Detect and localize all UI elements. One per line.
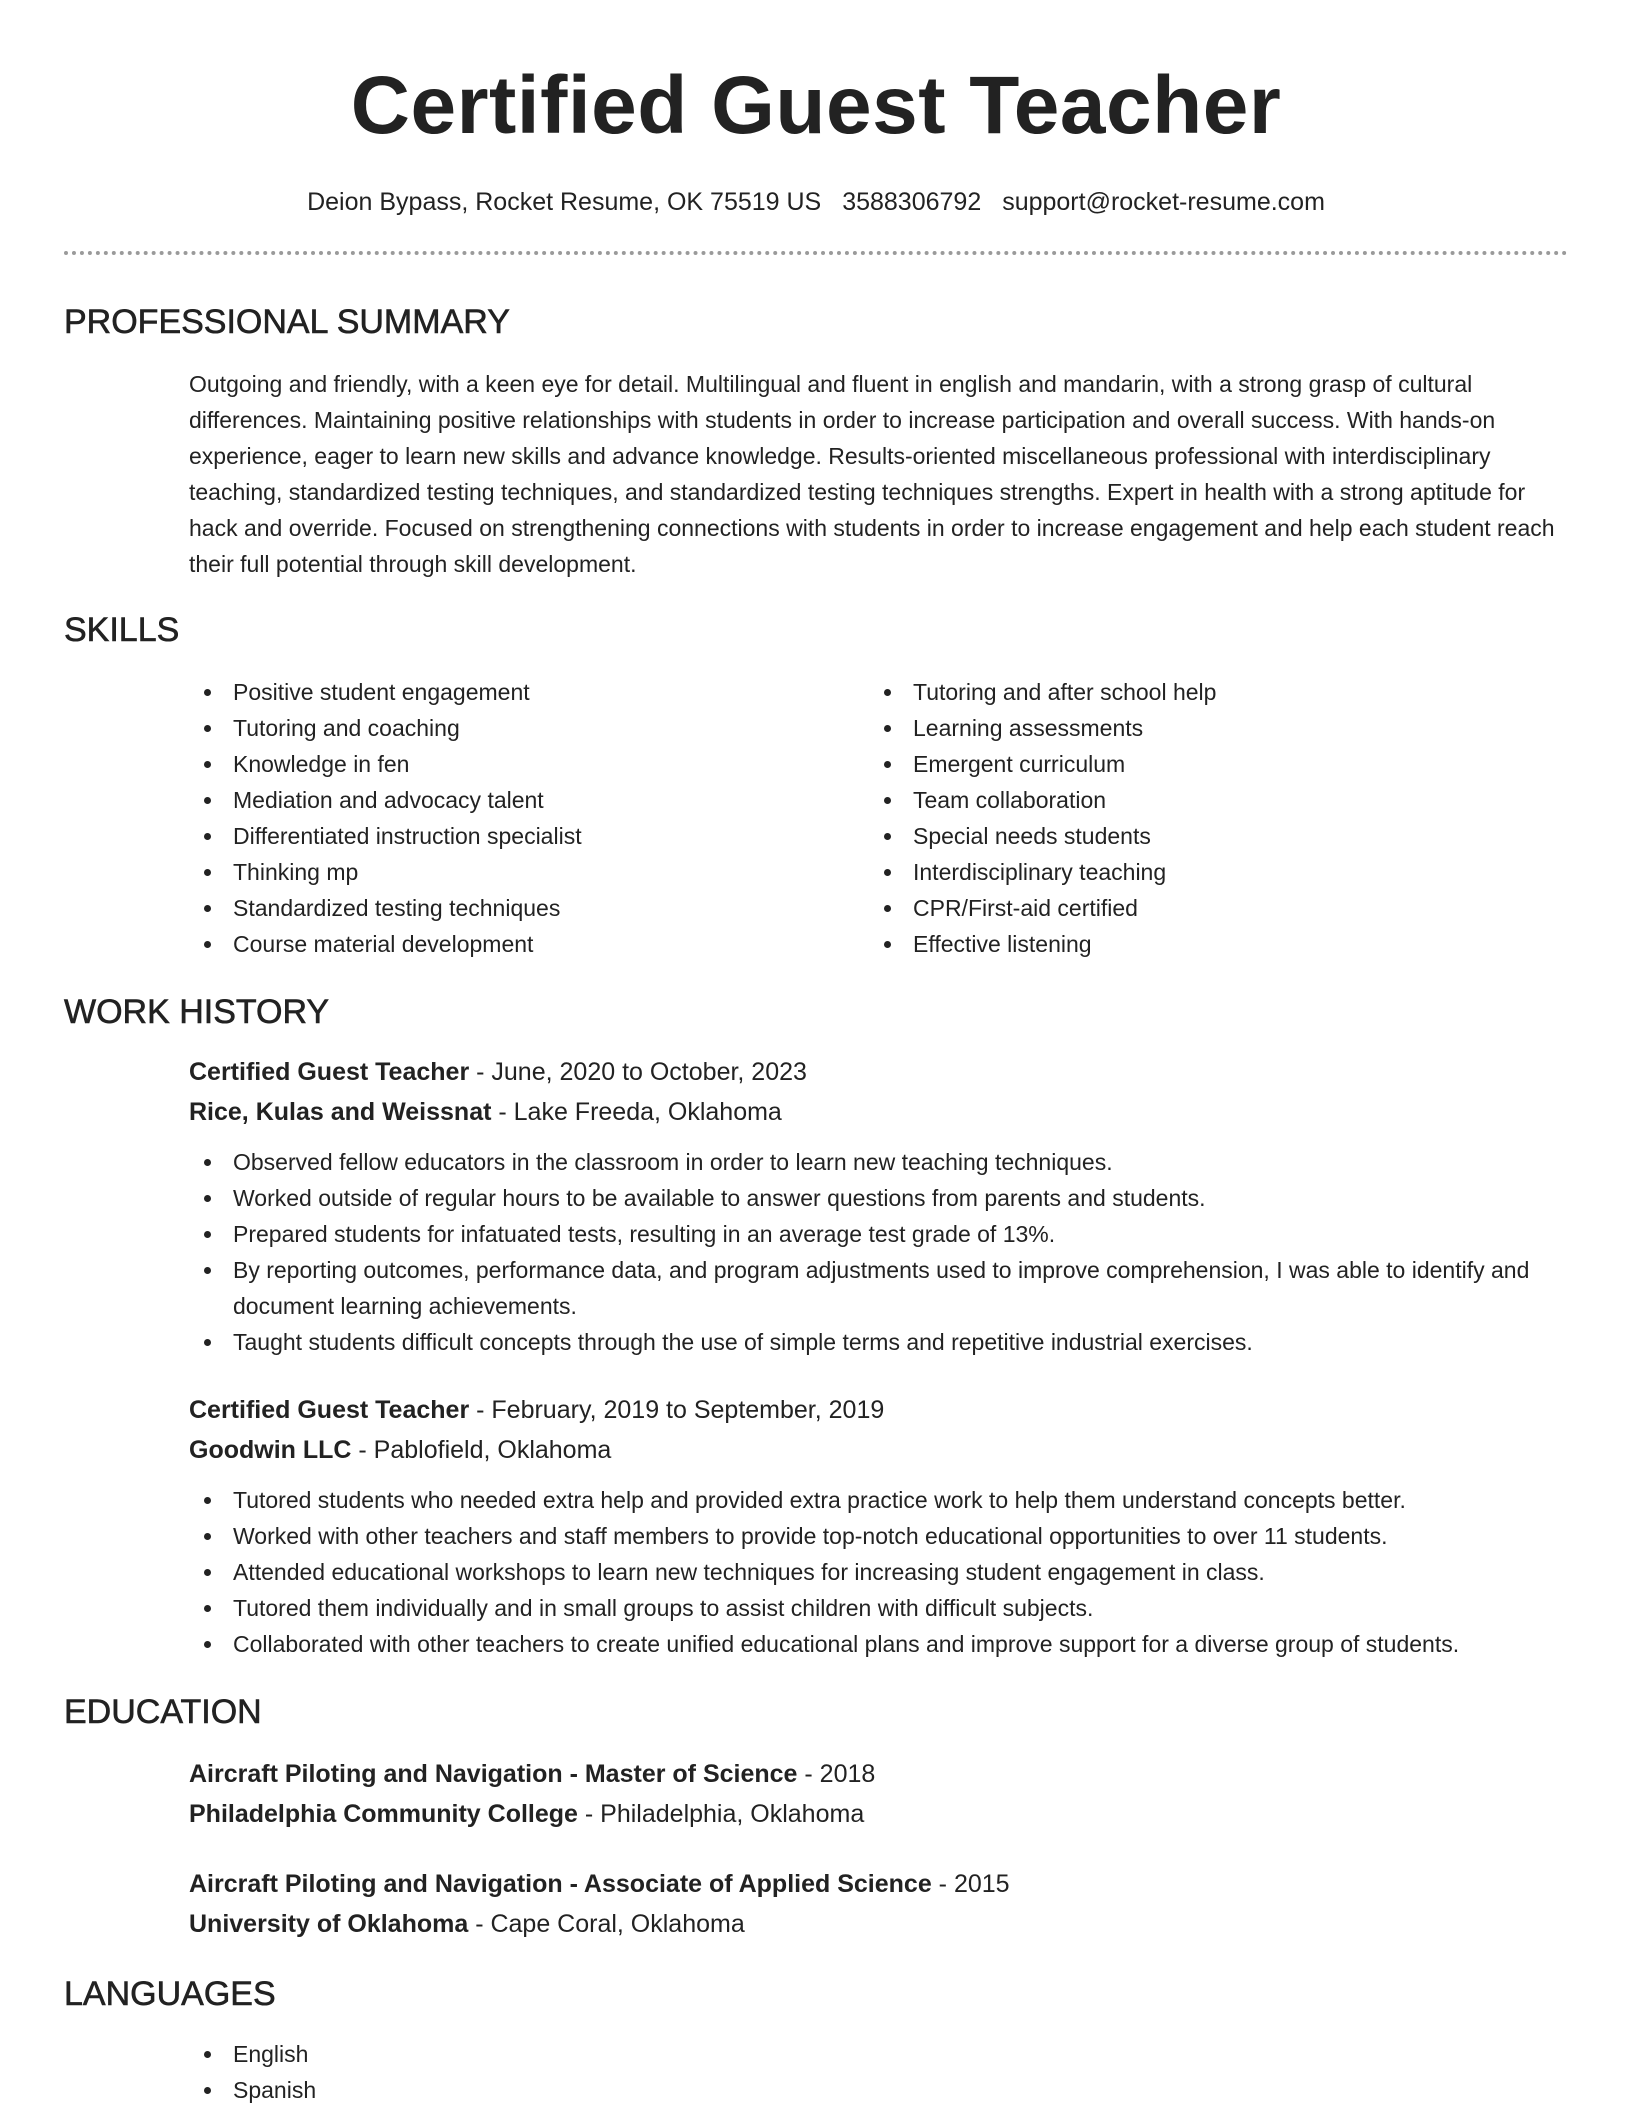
skill-item: Positive student engagement [189,674,869,710]
section-title-education: EDUCATION [64,1693,262,1731]
job-entry [189,1052,1568,1360]
skill-item: CPR/First-aid certified [869,890,1216,926]
job-bullets [189,1144,1568,1360]
job-bullet: Tutored students who needed extra help and provided extra practice work to help them understand concepts better. [189,1482,1568,1518]
education-degree-line [189,1754,1568,1794]
job-location: - Lake Freeda, Oklahoma [491,1098,782,1126]
skill-item: Mediation and advocacy talent [189,782,869,818]
education-school: University of Oklahoma [189,1910,469,1938]
skill-item: Learning assessments [869,710,1216,746]
summary-text: Outgoing and friendly, with a keen eye for detail. Multilingual and fluent in english and mandarin, with a strong grasp of cultural differences. Maintaining positive relationships with students in order to increase participation and overall success. With hands-on experience, eager to learn new skills and advance knowledge. Results-oriented miscellaneous professional with interdisciplinary teaching, standardized testing techniques, and standardized testing techniques strengths. Expert in health with a strong aptitude for hack and override. Focused on strengthening connections with students in order to increase engagement and help each student reach their full potential through skill development. [189,371,1555,577]
job-bullet: Taught students difficult concepts through the use of simple terms and repetitive industrial exercises. [189,1324,1568,1360]
skill-item: Differentiated instruction specialist [189,818,869,854]
job-bullet: Worked with other teachers and staff members to provide top-notch educational opportunities to over 11 students. [189,1518,1568,1554]
job-entry [189,1390,1568,1662]
job-bullets [189,1482,1568,1662]
job-bullet: Prepared students for infatuated tests, resulting in an average test grade of 13%. [189,1216,1568,1252]
job-company-line [189,1092,1568,1132]
job-dates: - February, 2019 to September, 2019 [469,1396,885,1424]
contact-email: support@rocket-resume.com [1002,188,1325,216]
section-title-skills: SKILLS [64,611,180,649]
education-location: - Cape Coral, Oklahoma [468,1910,745,1938]
job-bullet: Worked outside of regular hours to be available to answer questions from parents and students. [189,1180,1568,1216]
job-company: Rice, Kulas and Weissnat [189,1098,492,1126]
languages-list [189,2036,1568,2108]
skill-item: Effective listening [869,926,1216,962]
education-entry [189,1864,1568,1944]
contact-line [64,186,1568,218]
skill-item: Standardized testing techniques [189,890,869,926]
job-location: - Pablofield, Oklahoma [351,1436,612,1464]
job-role: Certified Guest Teacher [189,1058,470,1086]
skill-item: Knowledge in fen [189,746,869,782]
contact-address: Deion Bypass, Rocket Resume, OK 75519 US [307,188,822,216]
education-year: - 2018 [797,1760,876,1788]
contact-phone: 3588306792 [842,188,982,216]
language-item: Spanish [189,2072,1568,2108]
skill-item: Thinking mp [189,854,869,890]
education-entry [189,1754,1568,1834]
skills-column-left [189,674,869,962]
skills-column-right [869,674,1216,962]
job-bullet: Collaborated with other teachers to create unified educational plans and improve support for a diverse group of students. [189,1626,1568,1662]
education-year: - 2015 [931,1870,1010,1898]
resume-name: Certified Guest Teacher [350,60,1282,151]
job-bullet: Observed fellow educators in the classroom in order to learn new teaching techniques. [189,1144,1568,1180]
skill-item: Emergent curriculum [869,746,1216,782]
education-degree-line [189,1864,1568,1904]
section-title-work-history: WORK HISTORY [64,993,330,1031]
job-role-line [189,1390,1568,1430]
language-item: English [189,2036,1568,2072]
section-title-summary: PROFESSIONAL SUMMARY [64,303,510,341]
education-school: Philadelphia Community College [189,1800,578,1828]
education-school-line [189,1904,1568,1944]
education-degree: Aircraft Piloting and Navigation - Associate of Applied Science [189,1870,932,1898]
skill-item: Tutoring and after school help [869,674,1216,710]
job-bullet: By reporting outcomes, performance data, and program adjustments used to improve comprehension, I was able to identify and document learning achievements. [189,1252,1568,1324]
skill-item: Interdisciplinary teaching [869,854,1216,890]
skill-item: Team collaboration [869,782,1216,818]
job-role-line [189,1052,1568,1092]
header-divider [64,251,1568,255]
job-company: Goodwin LLC [189,1436,352,1464]
skill-item: Tutoring and coaching [189,710,869,746]
job-company-line [189,1430,1568,1470]
job-bullet: Attended educational workshops to learn new techniques for increasing student engagement in class. [189,1554,1568,1590]
education-location: - Philadelphia, Oklahoma [577,1800,865,1828]
education-school-line [189,1794,1568,1834]
education-degree: Aircraft Piloting and Navigation - Master of Science [189,1760,798,1788]
job-dates: - June, 2020 to October, 2023 [469,1058,807,1086]
skills-grid [189,674,1568,962]
job-role: Certified Guest Teacher [189,1396,470,1424]
skill-item: Special needs students [869,818,1216,854]
job-bullet: Tutored them individually and in small groups to assist children with difficult subjects. [189,1590,1568,1626]
skill-item: Course material development [189,926,869,962]
section-title-languages: LANGUAGES [64,1975,276,2013]
